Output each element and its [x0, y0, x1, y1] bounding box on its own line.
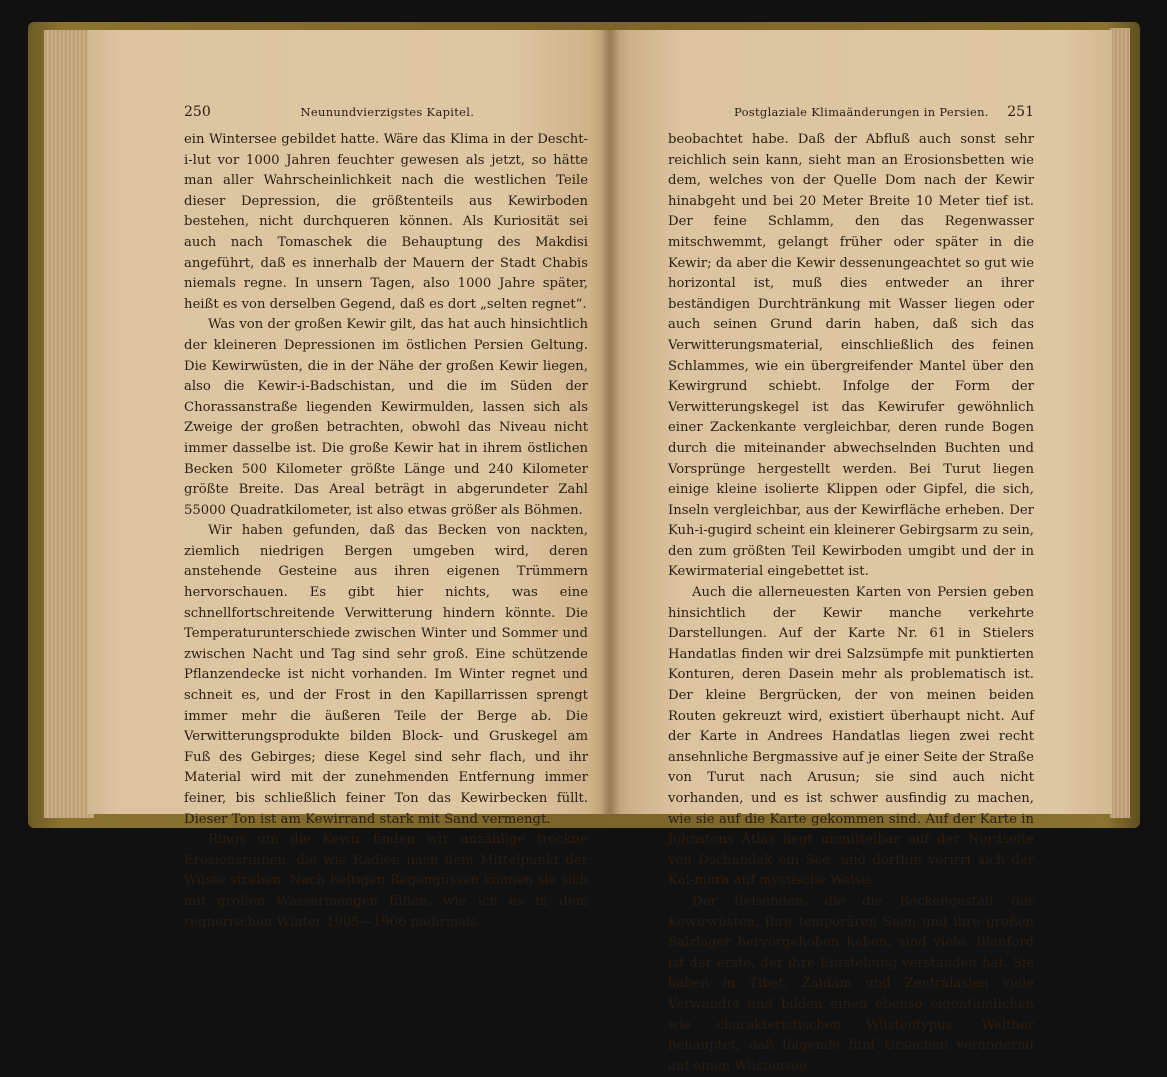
paragraph: ein Wintersee gebildet hatte. Wäre das Klima in der Descht-i-lut vor 1000 Jahren feuchter gewesen als jetzt, so hätte man aller Wahrscheinlichkeit nach die westlichen Teile dieser Depression, die größtenteils aus Kewirboden bestehen, nicht durchqueren können. Als Kuriosität sei auch nach Tomaschek die Behauptung des Makdisi angeführt, daß es innerhalb der Mauern der Stadt Chabis niemals regne. In unsern Tagen, also 1000 Jahre später, heißt es von derselben Gegend, daß es dort „selten regnet“.: [184, 132, 588, 312]
left-page: [88, 30, 610, 930]
paragraph: beobachtet habe. Daß der Abfluß auch sonst sehr reichlich sein kann, sieht man an Erosionsbetten wie dem, welches von der Quelle Dom nach der Kewir hinabgeht und bei 20 Meter Breite 10 Meter tief ist. Der feine Schlamm, den das Regenwasser mitschwemmt, gelangt früher oder später in die Kewir; da aber die Kewir dessenungeachtet so gut wie horizontal ist, muß dies entweder an ihrer beständigen Durchtränkung mit Wasser liegen oder auch seinen Grund darin haben, daß sich das Verwitterungsmaterial, einschließlich des feinen Schlammes, wie ein übergreifender Mantel über den Kewirgrund schiebt. Infolge der Form der Verwitterungskegel ist das Kewirufer gewöhnlich einer Zackenkante vergleichbar, deren runde Bogen durch die miteinander abwechselnden Buchten und Vorsprünge hergestellt werden. Bei Turut liegen einige kleine isolierte Klippen oder Gipfel, die sich, Inseln vergleichbar, aus der Kewirfläche erheben. Der Kuh-i-gugird scheint ein kleinerer Gebirgsarm zu sein, den zum größten Teil Kewirboden umgibt und der in Kewirmaterial eingebettet ist.: [668, 132, 1034, 580]
book-gutter: [600, 30, 620, 814]
page-edges-left: [44, 30, 94, 818]
right-page: [610, 30, 1112, 1074]
paragraph: Auch die allerneuesten Karten von Persien geben hinsichtlich der Kewir manche verkehrte Darstellungen. Auf der Karte Nr. 61 in Stielers Handatlas finden wir drei Salzsümpfe mit punktierten Konturen, deren Dasein mehr als problematisch ist. Der kleine Bergrücken, der von meinen beiden Routen gekreuzt wird, existiert überhaupt nicht. Auf der Karte in Andrees Handatlas liegen zwei recht ansehnliche Bergmassive auf je einer Seite der Straße von Turut nach Arusun; sie sind auch nicht vorhanden, und es ist schwer ausfindig zu machen, wie sie auf die Karte gekommen sind. Auf der Karte in Johnstons Atlas liegt unmittelbar auf der Nordseite von Dschandak ein See, und dorthin verirrt sich der Kal-mura auf mystische Weise.: [668, 585, 1034, 889]
page-number: 251: [1007, 104, 1034, 120]
page-edges-right: [1110, 28, 1130, 818]
paragraph: Rings um die Kewir finden wir unzählige trockne Erosionsrinnen, die wie Radien nach dem Mittelpunkt der Wüste streben. Nach heftigen Regengüssen können sie sich mit großen Wassermengen füllen, wie ich es in dem regnerischen Winter 1905—1906 mehrmals: [184, 832, 588, 930]
right-page-header: [734, 104, 1034, 126]
left-page-body: [184, 130, 588, 933]
paragraph: Wir haben gefunden, daß das Becken von nackten, ziemlich niedrigen Bergen umgeben wird, deren anstehende Gesteine aus ihren eigenen Trümmern hervorschauen. Es gibt hier nichts, was eine schnellfortschreitende Verwitterung hindern könnte. Die Temperaturunterschiede zwischen Winter und Sommer und zwischen Nacht und Tag sind sehr groß. Eine schützende Pflanzendecke ist nicht vorhanden. Im Winter regnet und schneit es, und der Frost in den Kapillarrissen sprengt immer mehr die äußeren Teile der Berge ab. Die Verwitterungsprodukte bilden Block- und Gruskegel am Fuß des Gebirges; diese Kegel sind sehr flach, und ihr Material wird mit der zunehmenden Entfernung immer feiner, bis schließlich feiner Ton das Kewirbecken füllt. Dieser Ton ist am Kewirrand stark mit Sand vermengt.: [184, 523, 588, 827]
running-head: Postglaziale Klimaänderungen in Persien.: [734, 105, 989, 119]
paragraph: Der Reisenden, die die Beckengestalt der Kewirwüsten, ihre temporären Seen und ihre großen Salzlager hervorgehoben haben, sind viele. Blanford ist der erste, der ihre Entstehung verstanden hat. Sie haben in Tibet, Zaidam und Zentralasien viele Verwandte und bilden einen ebenso eigentümlichen wie charakteristischen Wüstentypus. Walther behauptet, daß folgende fünf Ursachen verändernd auf einen Wüstensee: [668, 893, 1034, 1074]
running-head: Neunundvierzigstes Kapitel.: [300, 105, 475, 119]
right-page-body: [668, 130, 1034, 1077]
paragraph: Was von der großen Kewir gilt, das hat auch hinsichtlich der kleineren Depressionen im östlichen Persien Geltung. Die Kewirwüsten, die in der Nähe der großen Kewir liegen, also die Kewir-i-Badschistan, und die im Süden der Chorassanstraße liegenden Kewirmulden, lassen sich als Zweige der großen betrachten, obwohl das Niveau nicht immer dasselbe ist. Die große Kewir hat in ihrem östlichen Becken 500 Kilometer größte Länge und 240 Kilometer größte Breite. Das Areal beträgt in abgerundeter Zahl 55000 Quadratkilometer, ist also etwas größer als Böhmen.: [184, 317, 588, 518]
left-page-header: [184, 104, 588, 126]
page-number: 250: [184, 104, 211, 120]
